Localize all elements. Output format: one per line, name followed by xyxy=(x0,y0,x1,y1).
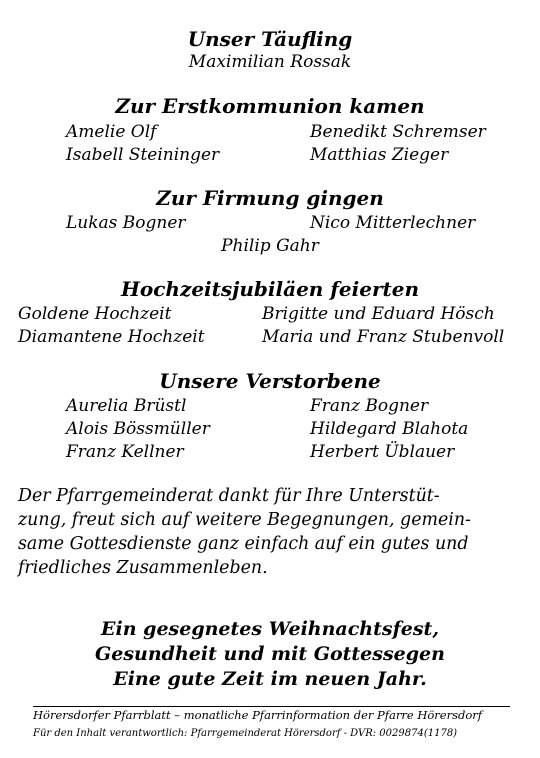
closing-line: Der Pfarrgemeinderat dankt für Ihre Unterstüt- xyxy=(18,486,440,506)
communion-heading: Zur Erstkommunion kamen xyxy=(115,94,425,118)
closing-line: zung, freut sich auf weitere Begegnungen, gemein- xyxy=(18,510,471,530)
jubilees-heading: Hochzeitsjubiläen feierten xyxy=(121,277,419,301)
baptism-name: Maximilian Rossak xyxy=(188,52,352,72)
confirmation-heading: Zur Firmung gingen xyxy=(156,186,384,210)
confirmation-name: Nico Mitterlechner xyxy=(310,213,476,233)
baptism-heading: Unser Täufling xyxy=(187,27,353,51)
communion-name: Amelie Olf xyxy=(66,122,157,142)
deceased-name: Franz Kellner xyxy=(66,442,184,462)
deceased-name: Aurelia Brüstl xyxy=(66,396,187,416)
footer-publication: Hörersdorfer Pfarrblatt – monatliche Pfarrinformation der Pfarre Hörersdorf xyxy=(33,708,483,722)
confirmation-name: Lukas Bogner xyxy=(66,213,186,233)
deceased-name: Hildegard Blahota xyxy=(310,419,469,439)
blessing-line: Gesundheit und mit Gottessegen xyxy=(95,643,445,665)
closing-line: same Gottesdienste ganz einfach auf ein gutes und xyxy=(18,534,469,554)
deceased-name: Alois Bössmüller xyxy=(66,419,210,439)
closing-paragraph xyxy=(18,484,528,580)
deceased-name: Herbert Üblauer xyxy=(310,442,455,462)
blessing-line: Ein gesegnetes Weihnachtsfest, xyxy=(101,618,439,640)
jubilee-type: Goldene Hochzeit xyxy=(18,304,172,324)
deceased-heading: Unsere Verstorbene xyxy=(159,369,381,393)
footer-imprint: Für den Inhalt verantwortlich: Pfarrgemeinderat Hörersdorf - DVR: 0029874(1178) xyxy=(33,728,458,739)
jubilee-couple: Maria und Franz Stubenvoll xyxy=(262,327,505,347)
communion-name: Matthias Zieger xyxy=(310,145,449,165)
confirmation-name: Philip Gahr xyxy=(221,236,319,256)
communion-name: Benedikt Schremser xyxy=(310,122,486,142)
deceased-name: Franz Bogner xyxy=(310,396,429,416)
blessing-line: Eine gute Zeit im neuen Jahr. xyxy=(113,668,427,690)
jubilee-type: Diamantene Hochzeit xyxy=(18,327,205,347)
communion-name: Isabell Steininger xyxy=(66,145,220,165)
closing-line: friedliches Zusammenleben. xyxy=(18,558,268,578)
jubilee-couple: Brigitte und Eduard Hösch xyxy=(262,304,495,324)
footer-divider xyxy=(33,706,510,707)
